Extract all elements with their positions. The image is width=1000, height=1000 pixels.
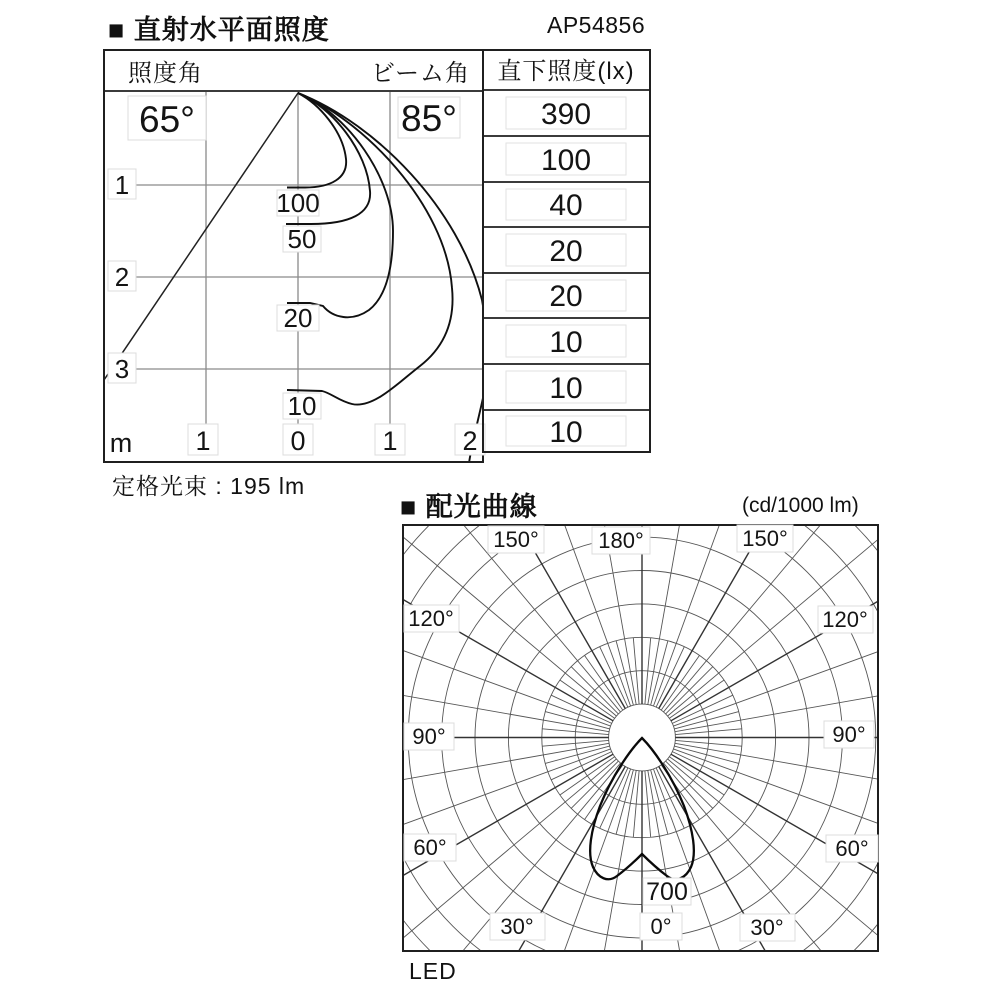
table-header: 直下照度(lx)	[497, 58, 635, 85]
polar-label-30-left	[490, 913, 545, 940]
polar-peak-value	[643, 878, 691, 906]
section1-title: ■ 直射水平面照度	[108, 15, 330, 45]
led-source-label: LED	[409, 958, 457, 984]
svg-text:390: 390	[540, 98, 592, 131]
rated-flux-note: 定格光束 : 195 lm	[112, 473, 306, 499]
curve-label-10	[283, 391, 321, 421]
svg-text:150°: 150°	[742, 526, 788, 551]
svg-text:1: 1	[114, 170, 130, 200]
polar-chart	[297, 393, 987, 1000]
svg-text:3: 3	[114, 354, 130, 384]
polar-label-0	[640, 913, 682, 940]
polar-label-90-right	[824, 721, 874, 748]
x-tick-1r	[375, 424, 405, 456]
svg-text:120°: 120°	[408, 606, 454, 631]
svg-text:30°: 30°	[750, 915, 784, 940]
y-tick-1	[108, 169, 136, 200]
table-row	[506, 97, 626, 131]
table-row	[506, 416, 626, 449]
table-row	[506, 143, 626, 177]
x-tick-1l	[188, 424, 218, 456]
polar-label-90-left	[404, 723, 454, 750]
svg-text:20: 20	[549, 235, 583, 268]
svg-text:50: 50	[287, 224, 317, 254]
model-number: AP54856	[547, 12, 646, 38]
svg-text:0°: 0°	[650, 914, 672, 939]
illuminance-angle-header: 照度角	[128, 60, 203, 87]
svg-text:10: 10	[549, 372, 583, 405]
svg-text:10: 10	[549, 416, 583, 449]
svg-text:20: 20	[283, 303, 313, 333]
curve-label-20	[277, 303, 319, 333]
beam-angle-value	[398, 97, 460, 139]
x-tick-0	[283, 424, 313, 456]
beam-angle-header: ビーム角	[370, 60, 470, 87]
svg-text:20: 20	[549, 280, 583, 313]
svg-text:100: 100	[276, 188, 320, 218]
polar-label-30-right	[740, 914, 795, 941]
svg-text:40: 40	[549, 189, 583, 222]
svg-text:90°: 90°	[412, 724, 446, 749]
iso-lux-chart	[104, 50, 485, 463]
svg-text:100: 100	[540, 144, 592, 177]
iso-curve-100lx	[287, 93, 346, 188]
svg-text:2: 2	[462, 426, 478, 456]
polar-label-150-right	[737, 525, 793, 552]
svg-text:30°: 30°	[500, 914, 534, 939]
svg-text:120°: 120°	[822, 607, 868, 632]
svg-text:2: 2	[114, 262, 130, 292]
iso-lux-gridlines	[112, 92, 482, 438]
polar-label-60-right	[826, 835, 878, 862]
table-row	[506, 234, 626, 268]
svg-text:60°: 60°	[413, 835, 447, 860]
curve-label-100	[276, 188, 319, 218]
svg-text:700: 700	[646, 878, 688, 906]
table-row	[506, 189, 626, 222]
x-tick-m: m	[109, 428, 133, 458]
svg-text:1: 1	[195, 426, 211, 456]
section2-title: ■ 配光曲線	[400, 492, 538, 522]
polar-label-120-left	[404, 605, 459, 632]
svg-text:10: 10	[549, 326, 583, 359]
illuminance-angle-value	[128, 96, 206, 140]
polar-label-120-right	[818, 606, 873, 633]
svg-text:90°: 90°	[832, 722, 866, 747]
x-tick-2	[455, 424, 485, 456]
svg-text:180°: 180°	[598, 528, 644, 553]
svg-text:65°: 65°	[139, 99, 195, 140]
svg-text:0: 0	[290, 426, 306, 456]
polar-label-150-left	[488, 526, 544, 553]
illuminance-table	[483, 50, 650, 452]
svg-text:10: 10	[287, 391, 317, 421]
polar-label-180	[592, 527, 650, 554]
y-tick-2	[108, 261, 136, 292]
table-row	[506, 280, 626, 313]
svg-text:1: 1	[382, 426, 398, 456]
polar-unit-label: (cd/1000 lm)	[742, 494, 859, 517]
curve-label-50	[283, 224, 321, 254]
polar-label-60-left	[404, 834, 456, 861]
svg-text:60°: 60°	[835, 836, 869, 861]
table-row	[506, 371, 626, 405]
svg-text:85°: 85°	[401, 98, 457, 139]
svg-text:150°: 150°	[493, 527, 539, 552]
polar-grid	[297, 393, 987, 1000]
y-tick-3	[108, 353, 136, 384]
table-row	[506, 325, 626, 359]
